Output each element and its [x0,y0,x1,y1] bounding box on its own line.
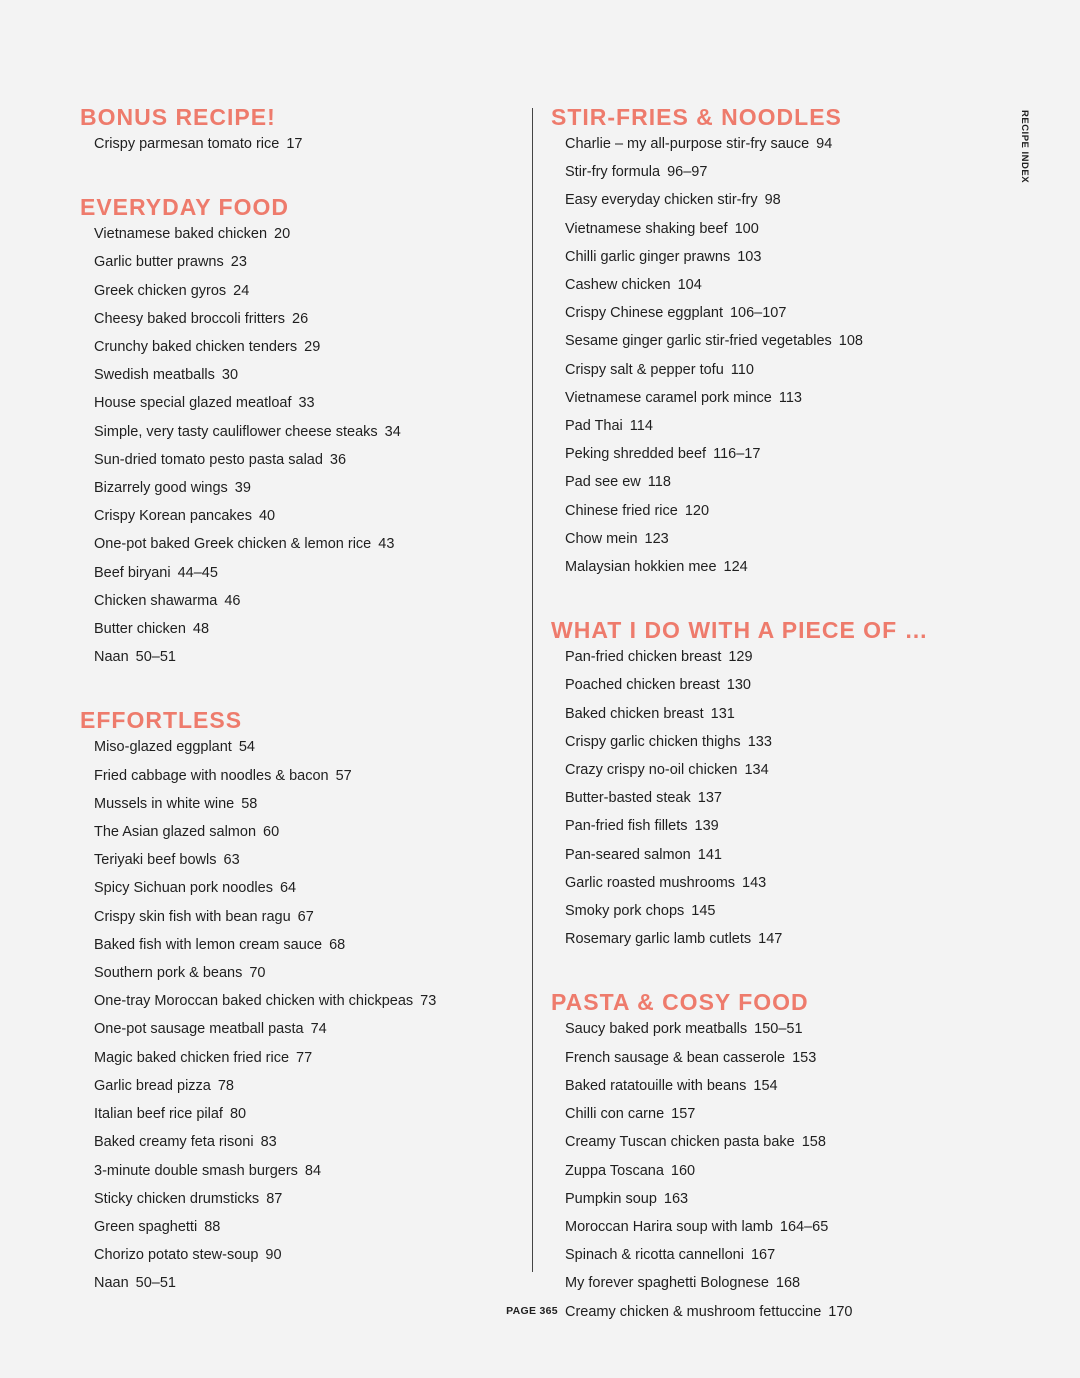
recipe-name: The Asian glazed salmon [94,824,257,841]
recipe-name: House special glazed meatloaf [94,395,292,412]
recipe-name: Saucy baked pork meatballs [565,1021,748,1038]
recipe-name: Baked fish with lemon cream sauce [94,936,323,953]
recipe-page-number: 84 [304,1162,322,1179]
recipe-entry [565,728,991,756]
recipe-list [551,130,991,581]
recipe-name: Zuppa Toscana [565,1162,664,1179]
recipe-page-number: 80 [229,1106,247,1123]
recipe-entry [94,1044,520,1072]
recipe-entry [94,1241,520,1269]
recipe-name: Pad Thai [565,418,623,435]
recipe-name: Bizarrely good wings [94,480,228,497]
recipe-name: One-pot sausage meatball pasta [94,1021,304,1038]
recipe-name: Malaysian hokkien mee [565,559,717,576]
recipe-name: Chilli garlic ginger prawns [565,248,731,265]
recipe-entry [565,1100,991,1128]
recipe-page-number: 63 [223,852,240,869]
recipe-entry [94,333,520,361]
recipe-page-number: 141 [697,846,722,863]
recipe-entry [565,525,991,553]
recipe-page-number: 160 [670,1162,696,1179]
recipe-name: Chorizo potato stew-soup [94,1247,259,1264]
recipe-page-number: 108 [838,333,863,350]
recipe-page-number: 74 [310,1021,327,1038]
recipe-entry [94,130,520,158]
recipe-entry [94,1128,520,1156]
recipe-page-number: 73 [420,993,437,1010]
recipe-page-number: 70 [249,965,266,982]
recipe-name: Charlie – my all-purpose stir-fry sauce [565,136,810,152]
column-divider [532,108,533,1272]
recipe-page-number: 123 [644,530,669,547]
recipe-name: Baked chicken breast [565,705,704,722]
recipe-entry [565,1072,991,1100]
recipe-name: Butter-basted steak [565,790,691,807]
recipe-entry [94,818,520,846]
recipe-entry [565,243,991,271]
section-title: WHAT I DO WITH A PIECE OF … [551,617,929,644]
section-title: STIR-FRIES & NOODLES [551,104,842,130]
recipe-page-number: 139 [694,818,719,835]
recipe-page-number: 46 [224,592,241,609]
section-stir-fries-noodles [551,104,991,581]
recipe-name: Greek chicken gyros [94,282,227,299]
section-effortless [80,707,520,1297]
recipe-page-number: 78 [217,1077,234,1094]
recipe-name: Moroccan Harira soup with lamb [565,1218,773,1235]
recipe-page-number: 30 [221,367,239,384]
recipe-entry [94,903,520,931]
recipe-page-number: 39 [234,480,251,497]
recipe-entry [94,474,520,502]
recipe-page-number: 58 [241,795,258,812]
recipe-page-number: 77 [296,1049,313,1066]
recipe-page-number: 143 [742,874,767,891]
recipe-name: Pumpkin soup [565,1190,657,1207]
recipe-entry [565,643,991,671]
recipe-entry [565,925,991,953]
recipe-page-number: 40 [258,508,276,525]
section-what-i-do-with-a-piece-of [551,617,991,953]
recipe-entry [94,1269,520,1297]
recipe-entry [94,361,520,389]
recipe-name: Cashew chicken [565,277,671,294]
recipe-entry [565,299,991,327]
recipe-page-number: 118 [647,474,671,491]
recipe-name: Crispy skin fish with bean ragu [94,908,291,925]
recipe-entry [94,530,520,558]
recipe-entry [94,559,520,587]
recipe-page-number: 154 [753,1077,778,1094]
recipe-entry [94,790,520,818]
recipe-name: Green spaghetti [94,1218,198,1235]
recipe-page-number: 33 [298,395,315,412]
recipe-entry [565,700,991,728]
recipe-page-number: 168 [775,1275,801,1292]
recipe-page-number: 67 [297,908,314,925]
recipe-entry [565,215,991,243]
recipe-name: Garlic bread pizza [94,1077,211,1094]
recipe-name: Peking shredded beef [565,446,707,463]
recipe-name: My forever spaghetti Bolognese [565,1275,769,1292]
recipe-name: Baked creamy feta risoni [94,1134,254,1151]
recipe-name: Pad see ew [565,474,641,491]
recipe-page-number: 23 [230,254,247,271]
recipe-page-number: 48 [192,621,210,638]
recipe-name: Garlic roasted mushrooms [565,874,736,891]
recipe-entry [94,220,520,248]
recipe-entry [565,130,991,158]
recipe-entry [565,841,991,869]
recipe-page-number: 34 [384,423,401,440]
section-title: EFFORTLESS [80,707,243,734]
recipe-page-number: 20 [274,226,291,243]
recipe-entry [94,418,520,446]
recipe-entry [565,271,991,299]
recipe-entry [565,158,991,186]
recipe-entry [565,1241,991,1269]
recipe-entry [94,987,520,1015]
recipe-name: Chilli con carne [565,1106,665,1123]
recipe-name: Pan-seared salmon [565,846,691,863]
recipe-name: Chow mein [565,530,638,547]
recipe-list [80,130,520,158]
left-column [80,104,520,1334]
recipe-name: Swedish meatballs [94,367,215,384]
recipe-page-number: 110 [730,361,754,378]
recipe-entry [94,446,520,474]
recipe-entry [94,277,520,305]
recipe-page-number: 137 [697,790,722,807]
recipe-entry [565,1157,991,1185]
recipe-name: Crazy crispy no-oil chicken [565,762,738,779]
recipe-entry [94,1072,520,1100]
recipe-entry [565,784,991,812]
side-label: RECIPE INDEX [1019,110,1030,184]
section-title: PASTA & COSY FOOD [551,989,809,1016]
recipe-page-number: 88 [204,1218,221,1235]
recipe-page-number: 50–51 [135,1275,176,1292]
section-title: BONUS RECIPE! [80,104,276,130]
recipe-page-number: 167 [750,1247,776,1264]
recipe-name: One-tray Moroccan baked chicken with chickpeas [94,993,414,1010]
section-bonus-recipe [80,104,520,158]
recipe-page-number: 103 [737,248,762,265]
recipe-entry [565,440,991,468]
right-column [551,104,991,1362]
recipe-page-number: 54 [238,739,255,756]
recipe-name: Miso-glazed eggplant [94,739,232,756]
recipe-page-number: 64 [279,880,297,897]
recipe-name: Poached chicken breast [565,677,720,694]
recipe-entry [565,1213,991,1241]
recipe-page-number: 129 [728,649,753,666]
recipe-entry [94,1100,520,1128]
recipe-entry [94,305,520,333]
recipe-entry [94,615,520,643]
recipe-name: Smoky pork chops [565,903,685,920]
section-everyday-food [80,194,520,671]
recipe-name: Mussels in white wine [94,795,235,812]
recipe-page-number: 170 [828,1303,853,1320]
recipe-page-number: 29 [304,339,321,356]
recipe-name: Crispy garlic chicken thighs [565,733,741,750]
recipe-name: Rosemary garlic lamb cutlets [565,931,752,948]
recipe-entry [94,1185,520,1213]
recipe-name: Simple, very tasty cauliflower cheese steaks [94,423,378,440]
recipe-page-number: 36 [329,451,347,468]
recipe-entry [565,1128,991,1156]
recipe-entry [94,931,520,959]
recipe-page-number: 43 [378,536,395,553]
recipe-name: Southern pork & beans [94,965,243,982]
recipe-entry [94,389,520,417]
recipe-page-number: 106–107 [729,305,787,322]
recipe-page-number: 90 [265,1247,282,1264]
recipe-page-number: 133 [747,733,772,750]
recipe-page-number: 17 [286,136,303,152]
recipe-page-number: 44–45 [177,564,218,581]
recipe-name: Butter chicken [94,621,186,638]
recipe-page-number: 150–51 [754,1021,803,1038]
recipe-page-number: 96–97 [667,164,708,181]
recipe-page-number: 50–51 [135,649,176,666]
recipe-entry [565,186,991,214]
recipe-page-number: 153 [792,1049,817,1066]
recipe-name: Pan-fried fish fillets [565,818,688,835]
recipe-entry [565,869,991,897]
recipe-page-number: 98 [764,192,781,209]
recipe-name: Sun-dried tomato pesto pasta salad [94,451,323,468]
recipe-page-number: 100 [734,220,759,237]
recipe-page-number: 83 [260,1134,277,1151]
recipe-entry [94,733,520,761]
recipe-page-number: 104 [677,277,702,294]
recipe-entry [94,1015,520,1043]
recipe-name: Stir-fry formula [565,164,661,181]
recipe-entry [94,874,520,902]
recipe-page-number: 124 [723,559,748,576]
recipe-page-number: 164–65 [779,1218,829,1235]
recipe-entry [565,812,991,840]
recipe-entry [565,756,991,784]
recipe-entry [94,959,520,987]
recipe-entry [565,497,991,525]
section-title: EVERYDAY FOOD [80,194,289,221]
recipe-name: Pan-fried chicken breast [565,649,722,666]
recipe-entry [565,1269,991,1297]
recipe-name: Creamy Tuscan chicken pasta bake [565,1134,795,1151]
recipe-name: Garlic butter prawns [94,254,224,271]
recipe-name: Spinach & ricotta cannelloni [565,1247,744,1264]
recipe-entry [565,671,991,699]
recipe-entry [94,502,520,530]
recipe-entry [94,587,520,615]
recipe-page-number: 158 [801,1134,826,1151]
recipe-list [551,643,991,953]
recipe-page-number: 131 [710,705,735,722]
recipe-page-number: 24 [233,282,250,299]
recipe-name: Chinese fried rice [565,502,678,519]
recipe-page-number: 113 [778,389,802,406]
recipe-name: Crunchy baked chicken tenders [94,339,298,356]
recipe-page-number: 26 [292,310,309,327]
recipe-entry [565,1185,991,1213]
recipe-list [551,1015,991,1325]
recipe-entry [565,412,991,440]
recipe-page-number: 130 [726,677,751,694]
recipe-page-number: 60 [263,824,280,841]
recipe-name: Crispy salt & pepper tofu [565,361,724,378]
recipe-page-number: 114 [629,418,653,435]
recipe-entry [565,356,991,384]
recipe-page-number: 120 [684,502,710,519]
recipe-list [80,220,520,671]
recipe-entry [565,1015,991,1043]
recipe-page-number: 134 [744,762,769,779]
recipe-name: Cheesy baked broccoli fritters [94,310,285,327]
recipe-name: Vietnamese shaking beef [565,220,728,237]
recipe-name: Baked ratatouille with beans [565,1077,747,1094]
recipe-name: Vietnamese baked chicken [94,226,268,243]
recipe-name: Spicy Sichuan pork noodles [94,880,273,897]
recipe-name: Naan [94,1275,129,1292]
recipe-name: Crispy parmesan tomato rice [94,136,280,152]
recipe-name: Teriyaki beef bowls [94,852,217,869]
recipe-page-number: 157 [671,1106,696,1123]
recipe-name: Creamy chicken & mushroom fettuccine [565,1303,822,1320]
recipe-name: Beef biryani [94,564,171,581]
recipe-name: Sesame ginger garlic stir-fried vegetables [565,333,832,350]
recipe-page-number: 116–17 [713,446,761,463]
recipe-entry [94,643,520,671]
recipe-name: 3-minute double smash burgers [94,1162,298,1179]
recipe-entry [565,327,991,355]
recipe-name: One-pot baked Greek chicken & lemon rice [94,536,372,553]
recipe-entry [565,384,991,412]
recipe-list [80,733,520,1297]
section-pasta-cosy-food [551,989,991,1325]
recipe-name: Naan [94,649,129,666]
recipe-name: Crispy Korean pancakes [94,508,252,525]
recipe-entry [565,897,991,925]
recipe-name: Sticky chicken drumsticks [94,1190,260,1207]
recipe-page-number: 147 [758,931,783,948]
recipe-page-number: 68 [329,936,346,953]
recipe-entry [94,248,520,276]
recipe-name: Crispy Chinese eggplant [565,305,723,322]
recipe-page-number: 145 [691,903,716,920]
recipe-page-number: 163 [663,1190,689,1207]
recipe-entry [94,1213,520,1241]
recipe-entry [565,1044,991,1072]
recipe-entry [94,1157,520,1185]
recipe-name: Fried cabbage with noodles & bacon [94,767,329,784]
recipe-entry [565,468,991,496]
page-number: PAGE 365 [506,1305,558,1317]
recipe-entry [565,553,991,581]
recipe-name: Chicken shawarma [94,592,218,609]
recipe-name: Magic baked chicken fried rice [94,1049,290,1066]
recipe-name: Vietnamese caramel pork mince [565,389,772,406]
recipe-page-number: 87 [266,1190,283,1207]
recipe-name: Easy everyday chicken stir-fry [565,192,758,209]
recipe-page-number: 57 [335,767,352,784]
recipe-entry [94,762,520,790]
recipe-name: French sausage & bean casserole [565,1049,786,1066]
recipe-entry [94,846,520,874]
recipe-page-number: 94 [816,136,833,152]
recipe-name: Italian beef rice pilaf [94,1106,223,1123]
